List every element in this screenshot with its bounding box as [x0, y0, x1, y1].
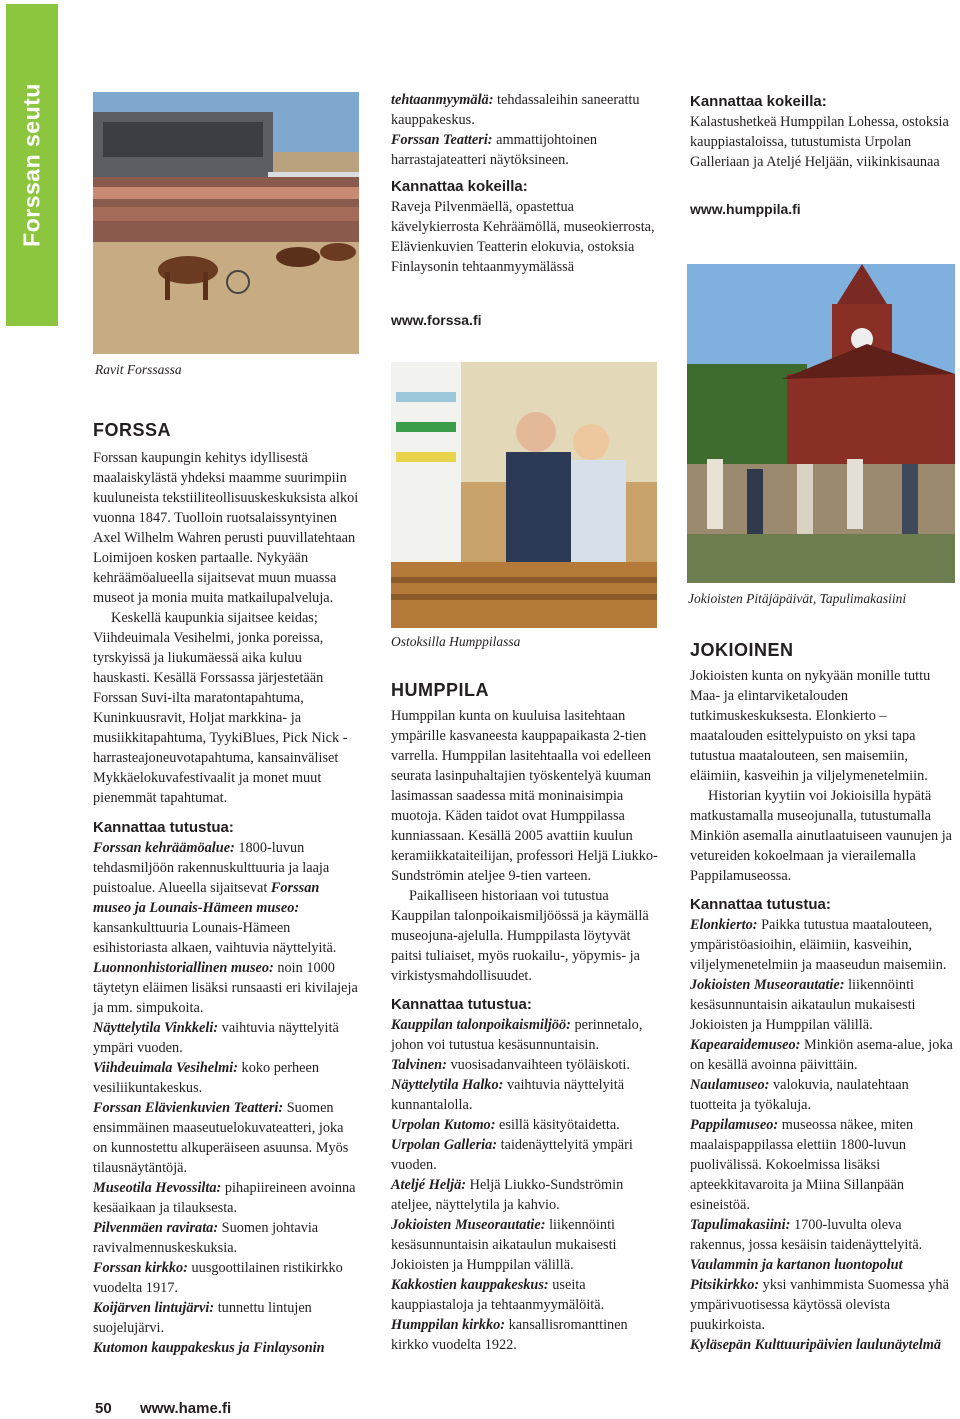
item-text: valokuvia, naulatehtaan tuotteita ja työkaluja. [690, 1077, 909, 1113]
top-right-column [690, 92, 956, 172]
item-title: Pappilamuseo: [690, 1117, 779, 1133]
forssa-attractions [93, 838, 359, 1358]
list-item [690, 1075, 956, 1115]
list-item [93, 1098, 359, 1178]
kannattaa-kokeilla-heading: Kannattaa kokeilla: [391, 178, 528, 195]
kannattaa-kokeilla-text: Raveja Pilvenmäellä, opastettua kävelykierrosta Kehräämöllä, museokierrosta, Elävienkuvien Teatterin elokuvia, ostoksia Finlaysonin tehtaanmyymälässä [391, 199, 655, 275]
item-title: Näyttelytila Vinkkeli: [93, 1020, 219, 1036]
item-title: Kutomon kauppakeskus ja Finlaysonin [93, 1340, 325, 1356]
item-title: Kyläsepän Kulttuuripäivien laulunäytelmä [690, 1337, 942, 1353]
humppila-link[interactable]: www.humppila.fi [690, 201, 801, 217]
teatteri-text: ammattijohtoinen harrastajateatteri näytöksineen. [391, 132, 597, 168]
forssa-title: FORSSA [93, 420, 172, 440]
list-item [93, 1058, 359, 1098]
item-title: Humppilan kirkko: [391, 1317, 505, 1333]
forssa-column [93, 420, 359, 1358]
item-title: Luonnonhistoriallinen museo: [93, 960, 274, 976]
item-text: Heljä Liukko-Sundströmin ateljee, näyttelytila ja kahvio. [391, 1177, 624, 1213]
list-item [391, 1135, 659, 1175]
list-item [391, 1275, 659, 1315]
item-text: 1700-luvulta oleva rakennus, jossa kesäisin taidenäyttelyitä. [690, 1217, 923, 1253]
list-item [93, 1178, 359, 1218]
caption-ravit: Ravit Forssassa [95, 362, 182, 377]
photo-jokioinen-church [687, 264, 955, 583]
item-title: Pitsikirkko: [690, 1277, 760, 1293]
item-text: uusgoottilainen ristikirkko vuodelta 1917. [93, 1260, 343, 1296]
jokioinen-attractions [690, 915, 956, 1355]
footer-link[interactable]: www.hame.fi [140, 1400, 232, 1417]
jokioinen-paragraph-1: Jokioisten kunta on nykyään monille tuttu Maa- ja elintarviketalouden tutkimuskeskuksesta. Elonkierto – maatalouden esittelypuisto on yksi tapa tutustua maatalouteen, sen maisemiin, eläimiin, kasveihin ja viljelymenetelmiin. [690, 668, 931, 784]
forssa-link[interactable]: www.forssa.fi [391, 312, 482, 328]
item-text: perinnetalo, johon voi tutustua kesäsunnuntaisin. [391, 1017, 643, 1053]
list-item [690, 1215, 956, 1255]
photo-harness-racing [93, 92, 359, 354]
list-item [690, 1115, 956, 1215]
item-text: kansallisromanttinen kirkko vuodelta 1922. [391, 1317, 628, 1353]
item-title: Urpolan Galleria: [391, 1137, 498, 1153]
item-text: vuosisadanvaihteen työläiskoti. [446, 1057, 630, 1073]
forssa-paragraph-2: Keskellä kaupunkia sijaitsee keidas; Viihdeuimala Vesihelmi, jonka poreissa, tyrskyissä ja liukumäessä aika kuluu hauskasti. Kesällä Forssassa järjestetään Forssan Suvi-ilta maratontapahtuma, Kuninkuusravit, Holjat markkina- ja musiikkitapahtuma, TyykiBlues, Pick Nick -harrasteajoneuvotapahtuma, kansainväliset Mykkäelokuvafestivaalit ja monet muut pienemmät tapahtumat. [93, 610, 348, 806]
photo-shopping-humppila [391, 362, 657, 628]
item-text: liikennöinti kesäsunnuntaisin aikataulun mukaisesti Jokioisten ja Humppilan välillä. [690, 977, 916, 1033]
item-text: taidenäyttelyitä ympäri vuoden. [391, 1137, 633, 1173]
item-text: esillä käsityötaidetta. [495, 1117, 620, 1133]
item-title: Museotila Hevossilta: [93, 1180, 222, 1196]
item-title: Forssan kehräämöalue: [93, 840, 235, 856]
item-title: Vaulammin ja kartanon luontopolut [690, 1257, 903, 1273]
top-middle-column [391, 90, 659, 277]
list-item [690, 1275, 956, 1335]
item-text: Suomen ensimmäinen maaseutuelokuvateatteri, joka on kunnostettu alkuperäiseen asuunsa. Myös tilausnäytäntöjä. [93, 1100, 349, 1176]
list-item [391, 1315, 659, 1355]
list-item [93, 1298, 359, 1338]
item-title: Pilvenmäen ravirata: [93, 1220, 219, 1236]
jokioinen-column [690, 640, 956, 1355]
item-title: Kapearaidemuseo: [690, 1037, 801, 1053]
item-text: vaihtuvia näyttelyitä ympäri vuoden. [93, 1020, 339, 1056]
list-item [93, 958, 359, 1018]
list-item [93, 1258, 359, 1298]
item-text: pihapiireineen avoinna kesäaikaan ja tilauksesta. [93, 1180, 356, 1216]
item-text: liikennöinti kesäsunnuntaisin aikataulun mukaisesti Jokioisten ja Humppilan välillä. [391, 1217, 617, 1273]
kokeilla-heading-right: Kannattaa kokeilla: [690, 93, 827, 110]
item-title: Jokioisten Museorautatie: [690, 977, 845, 993]
list-item [690, 915, 956, 975]
item-title: Tapulimakasiini: [690, 1217, 791, 1233]
list-item [690, 1335, 956, 1355]
humppila-title: HUMPPILA [391, 680, 489, 700]
item-text: useita kauppiastaloja ja tehtaanmyymälöitä. [391, 1277, 605, 1313]
intro-text: tehdassaleihin saneerattu kauppakeskus. [391, 92, 640, 128]
list-item [391, 1215, 659, 1275]
item-title: Näyttelytila Halko: [391, 1077, 504, 1093]
humppila-tutustua-heading: Kannattaa tutustua: [391, 996, 532, 1013]
item-text: yksi vanhimmista Suomessa yhä ympärivuotisessa käytössä olevista puukirkoista. [690, 1277, 949, 1333]
list-item [391, 1015, 659, 1055]
list-item [391, 1115, 659, 1135]
caption-jokioinen: Jokioisten Pitäjäpäivät, Tapulimakasiini [688, 591, 907, 606]
item-title: Kakkostien kauppakeskus: [391, 1277, 549, 1293]
item-title: Urpolan Kutomo: [391, 1117, 496, 1133]
item-text: Minkiön asema-alue, joka on kesällä avoinna päivittäin. [690, 1037, 953, 1073]
item-title: Ateljé Heljä: [391, 1177, 467, 1193]
intro-title: tehtaanmyymälä: [391, 92, 494, 108]
forssa-paragraph-1: Forssan kaupungin kehitys idyllisestä maalaiskylästä yhdeksi maamme suurimpiin kuuluneista tekstiiliteollisuuskeskuksista alkoi vuonna 1847. Tuolloin ruotsalaissyntyinen Axel Wilhelm Wahren perusti puuvillatehtaan Loimijoen kosken partaalle. Nykyään kehräämöalueella sijaitsevat muun muassa museot ja monia muita matkailupalveluja. [93, 450, 359, 606]
list-item [690, 1255, 956, 1275]
caption-humppila: Ostoksilla Humppilassa [391, 634, 521, 649]
list-item [93, 1218, 359, 1258]
item-title: Forssan Elävienkuvien Teatteri: [93, 1100, 284, 1116]
list-item [690, 975, 956, 1035]
teatteri-title: Forssan Teatteri: [391, 132, 493, 148]
item-text: noin 1000 täytetyn eläimen lisäksi runsaasti eri kivilajeja ja mm. simpukoita. [93, 960, 358, 1016]
item-text: koko perheen vesiliikuntakeskus. [93, 1060, 319, 1096]
section-tab-label: Forssan seutu [18, 83, 45, 247]
jokioinen-tutustua-heading: Kannattaa tutustua: [690, 896, 831, 913]
item-title: Forssan kirkko: [93, 1260, 188, 1276]
item-title: Viihdeuimala Vesihelmi: [93, 1060, 238, 1076]
item-text: 1800-luvun tehdasmiljöön rakennuskulttuuria ja laaja puistoalue. Alueella sijaitsevat [93, 840, 330, 896]
item-title: Koijärven lintujärvi: [93, 1300, 215, 1316]
forssa-tutustua-heading: Kannattaa tutustua: [93, 819, 234, 836]
page-number: 50 [95, 1400, 112, 1417]
list-item [93, 838, 359, 958]
list-item [391, 1175, 659, 1215]
section-tab [6, 4, 58, 326]
item-title: Talvinen: [391, 1057, 447, 1073]
list-item [93, 1018, 359, 1058]
item-title: Elonkierto: [690, 917, 758, 933]
jokioinen-paragraph-2: Historian kyytiin voi Jokioisilla hypätä matkustamalla museojunalla, tutustumalla Minkiön asemalla ainutlaatuiseen vaunujen ja vetureiden kokoelmaan ja vierailemalla Pappilamuseossa. [690, 788, 953, 884]
list-item [93, 1338, 359, 1358]
item-title: Jokioisten Museorautatie: [391, 1217, 546, 1233]
item-text: vaihtuvia näyttelyitä kunnantalolla. [391, 1077, 625, 1113]
item-title: Naulamuseo: [690, 1077, 770, 1093]
humppila-attractions [391, 1015, 659, 1355]
item-text: tunnettu lintujen suojelujärvi. [93, 1300, 312, 1336]
humppila-paragraph-2: Paikalliseen historiaan voi tutustua Kauppilan talonpoikaismiljöössä ja käymällä museojuna-ajelulla. Humppilasta löytyvät paitsi tuliaiset, myös ruokailu-, yöpymis- ja virkistysmahdollisuudet. [391, 888, 649, 984]
humppila-paragraph-1: Humppilan kunta on kuuluisa lasitehtaan ympärille kasvaneesta kauppapaikasta 2-tien varrella. Humppilan lasitehtaalla voi edelleen seurata lasinpuhaltajien työskentelyä kuuman lasimassan saadessa mitä moninaisimpia muotoja. Käden taidot ovat Humppilassa kunniassaan. Kesällä 2005 avattiin kuulun keramiikkataiteilijan, professori Heljä Liukko-Sundströmin ateljee 9-tien varteen. [391, 708, 658, 884]
kokeilla-text-right: Kalastushetkeä Humppilan Lohessa, ostoksia kauppiastaloissa, tutustumista Urpolan Galleriaan ja Ateljé Heljään, viikinkisaunaa [690, 114, 949, 170]
list-item [391, 1055, 659, 1075]
humppila-column [391, 680, 659, 1355]
item-text: museossa näkee, miten maalaispappilassa elettiin 1800-luvun puolivälissä. Kokoelmissa lisäksi apteekkitavaroita ja Miina Sillanpään esineistöä. [690, 1117, 914, 1213]
jokioinen-title: JOKIOINEN [690, 640, 794, 660]
item-text: Paikka tutustua maatalouteen, ympäristöasioihin, eläimiin, kasveihin, viljelymenetelmiin ja maaseudun maisemiin. [690, 917, 947, 973]
item-title: Kauppilan talonpoikaismiljöö: [391, 1017, 571, 1033]
list-item [391, 1075, 659, 1115]
list-item [690, 1035, 956, 1075]
item-text: kansankulttuuria Lounais-Hämeen esihistoriasta alkaen, vaihtuvia näyttelyitä. [93, 920, 337, 956]
item-title: Forssan museo ja Lounais-Hämeen museo: [93, 880, 320, 916]
item-text: Suomen johtavia ravivalmennuskeskuksia. [93, 1220, 319, 1256]
